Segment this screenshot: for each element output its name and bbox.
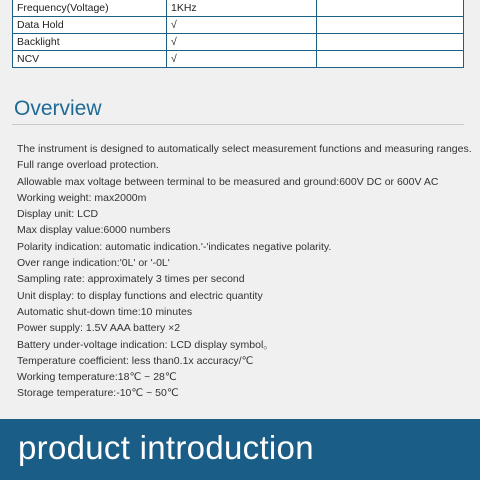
list-item: Sampling rate: approximately 3 times per second [17, 273, 245, 286]
list-item: Working weight: max2000m [17, 191, 147, 204]
list-item: Display unit: LCD [17, 208, 99, 221]
spec-value-data-hold: √ [167, 17, 317, 34]
spec-extra-ncv [317, 51, 464, 68]
list-item: The instrument is designed to automatically select measurement functions and measuring ranges. [17, 143, 472, 155]
table-row [13, 17, 464, 34]
list-item: Temperature coefficient: less than0.1x accuracy/℃ [17, 354, 254, 367]
spec-value-frequency: 1KHz [167, 0, 317, 17]
spec-table [12, 0, 464, 68]
list-item: Battery under-voltage indication: LCD display symbol。 [17, 338, 274, 351]
list-item: Max display value:6000 numbers [17, 224, 171, 237]
section-banner [0, 419, 480, 480]
list-item: Full range overload protection. [17, 159, 159, 172]
table-row [13, 51, 464, 68]
spec-name-data-hold: Data Hold [13, 17, 167, 34]
list-item: Automatic shut-down time:10 minutes [17, 305, 193, 318]
spec-name-ncv: NCV [13, 51, 167, 68]
spec-extra-backlight [317, 34, 464, 51]
spec-extra-frequency [317, 0, 464, 17]
list-item: Unit display: to display functions and electric quantity [17, 289, 263, 302]
list-item: Allowable max voltage between terminal to be measured and ground:600V DC or 600V AC [17, 175, 439, 188]
overview-divider [12, 124, 464, 125]
banner-title: product introduction [18, 429, 314, 466]
list-item: Storage temperature:-10℃ ~ 50℃ [17, 387, 179, 400]
list-item: Over range indication:'0L' or '-0L' [17, 257, 170, 270]
spec-name-backlight: Backlight [13, 34, 167, 51]
spec-extra-data-hold [317, 17, 464, 34]
overview-list [17, 141, 472, 402]
spec-name-frequency: Frequency(Voltage) [13, 0, 167, 17]
list-item: Polarity indication: automatic indication.'-'indicates negative polarity. [17, 240, 332, 253]
spec-value-backlight: √ [167, 34, 317, 51]
overview-heading: Overview [14, 97, 102, 120]
list-item: Power supply: 1.5V AAA battery ×2 [17, 322, 181, 335]
list-item: Working temperature:18℃ ~ 28℃ [17, 371, 177, 384]
table-row [13, 0, 464, 17]
table-row [13, 34, 464, 51]
spec-value-ncv: √ [167, 51, 317, 68]
